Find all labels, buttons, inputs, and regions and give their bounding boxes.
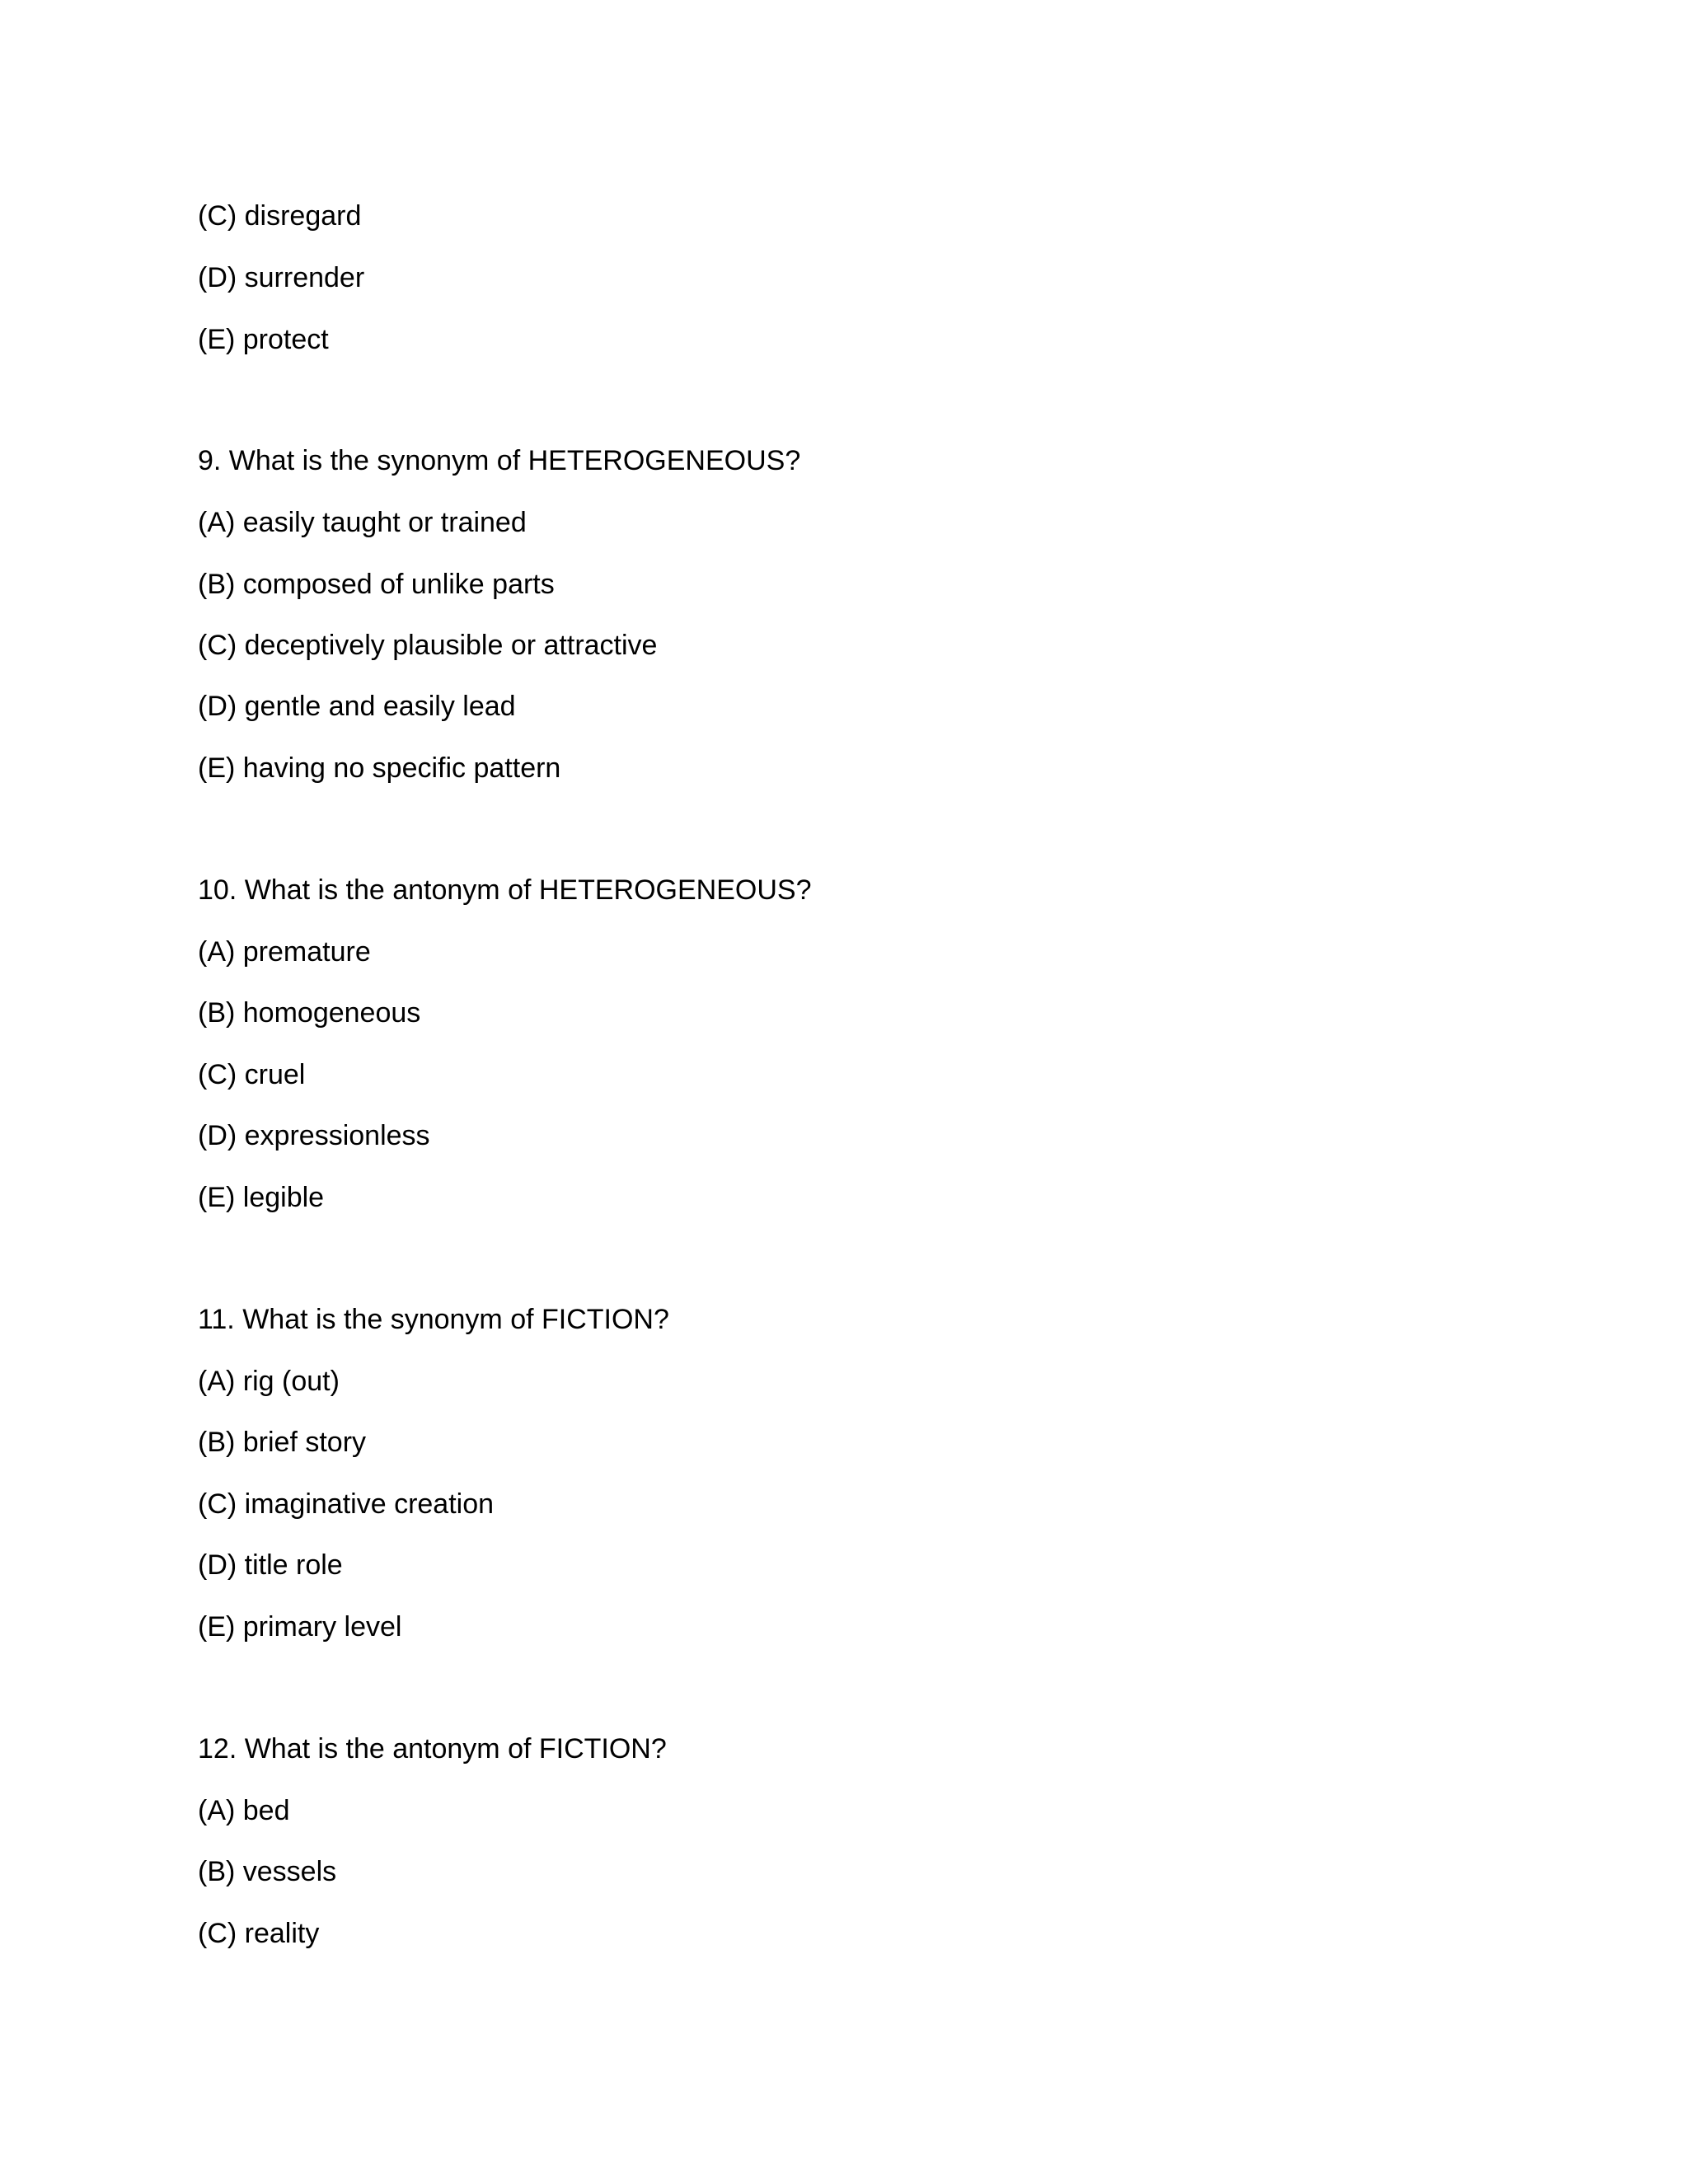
option-line: (C) deceptively plausible or attractive	[198, 630, 658, 661]
option-line: (E) having no specific pattern	[198, 752, 561, 784]
option-line: (C) cruel	[198, 1059, 306, 1090]
option-line: (B) brief story	[198, 1427, 367, 1458]
question-prompt: 12. What is the antonym of FICTION?	[198, 1733, 667, 1765]
option-line: (C) imaginative creation	[198, 1488, 495, 1520]
option-line: (E) primary level	[198, 1611, 402, 1643]
option-line: (C) disregard	[198, 200, 362, 232]
option-line: (A) easily taught or trained	[198, 507, 527, 538]
option-line: (B) vessels	[198, 1856, 337, 1887]
question-prompt: 10. What is the antonym of HETEROGENEOUS?	[198, 874, 812, 906]
question-prompt: 9. What is the synonym of HETEROGENEOUS?	[198, 445, 801, 476]
option-line: (A) bed	[198, 1795, 290, 1826]
question-prompt: 11. What is the synonym of FICTION?	[198, 1304, 669, 1335]
option-line: (A) rig (out)	[198, 1366, 340, 1397]
option-line: (E) protect	[198, 324, 329, 355]
option-line: (B) homogeneous	[198, 997, 421, 1029]
option-line: (D) gentle and easily lead	[198, 691, 516, 722]
option-line: (D) surrender	[198, 262, 365, 293]
option-line: (A) premature	[198, 936, 371, 968]
option-line: (B) composed of unlike parts	[198, 569, 555, 600]
option-line: (D) title role	[198, 1549, 343, 1581]
option-line: (D) expressionless	[198, 1120, 430, 1151]
option-line: (E) legible	[198, 1182, 325, 1213]
option-line: (C) reality	[198, 1918, 320, 1949]
